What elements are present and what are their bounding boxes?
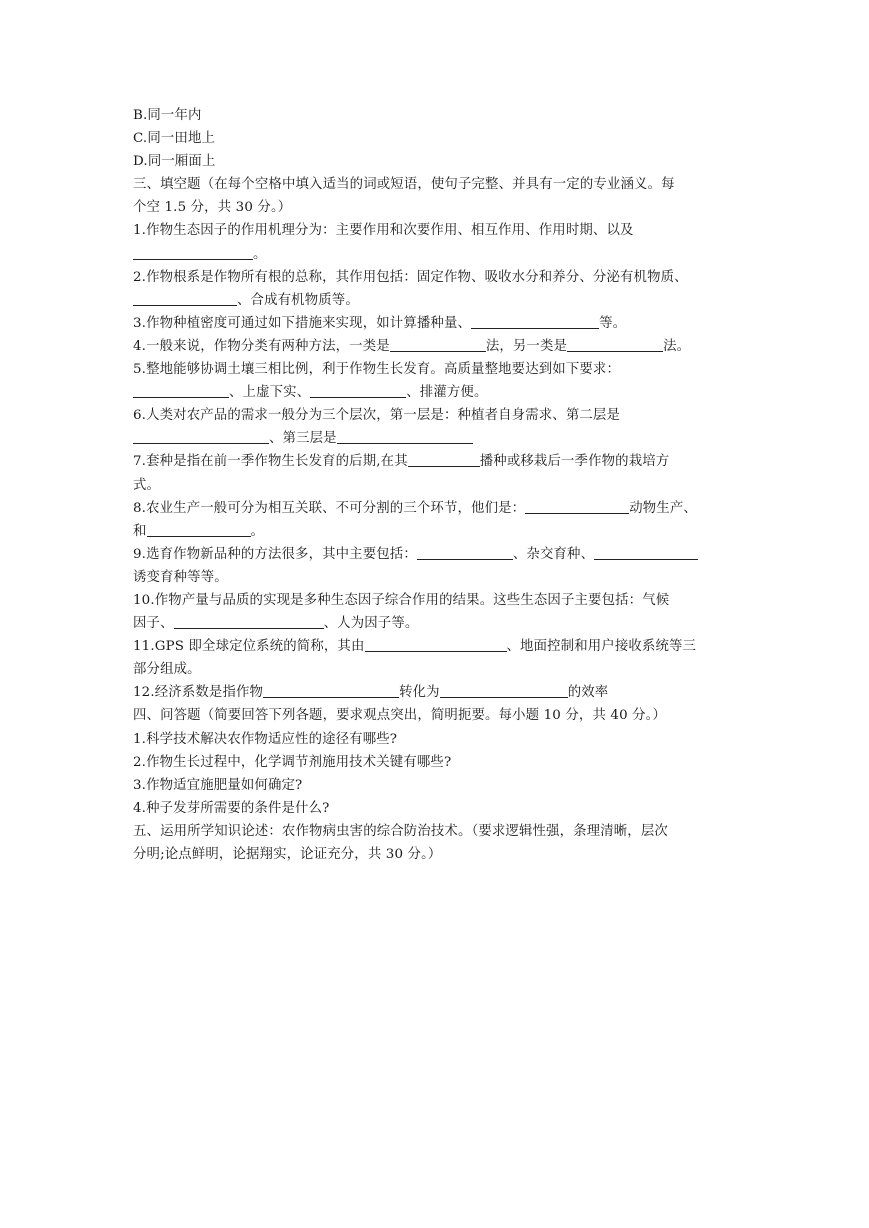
option-c: C.同一田地上 [133,131,216,147]
q3-8-line2: 和 。 [133,523,265,539]
section3-heading: 三、填空题（在每个空格中填入适当的词或短语，使句子完整、并具有一定的专业涵义。每 [133,177,675,193]
section4-heading: 四、问答题（简要回答下列各题，要求观点突出，简明扼要。每小题 10 分，共 40 分。） [133,708,667,724]
answer-blank [440,683,568,698]
q3-5-line2: 、上虚下实、 、排灌方便。 [133,381,739,404]
answer-blank [147,522,251,537]
q3-4: 4.一般来说，作物分类有两种方法，一类是 法，另一类是 法。 [133,338,691,354]
document-page [133,104,739,866]
answer-blank [133,245,253,260]
answer-blank [471,314,599,329]
answer-blank [525,499,629,514]
answer-blank [390,337,486,352]
answer-blank [263,683,399,698]
q3-2-line2: 、合成有机物质等。 [133,289,739,312]
section5-heading: 五、运用所学知识论述：农作物病虫害的综合防治技术。（要求逻辑性强，条理清晰，层次 [133,823,668,839]
answer-blank [365,637,507,652]
q3-11-line2: 部分组成。 [133,662,201,678]
answer-blank [337,429,473,444]
q3-7-line2: 式。 [133,477,161,493]
answer-blank [594,545,698,560]
answer-blank [408,452,480,467]
q3-1-line2: 。 [133,243,739,266]
section3-heading-cont: 个空 1.5 分，共 30 分。） [133,200,292,216]
q3-6-line2: 、第三层是 [133,427,739,450]
q3-1-line1: 1.作物生态因子的作用机理分为：主要作用和次要作用、相互作用、作用时期、以及 [133,223,634,239]
section5-heading-cont: 分明;论点鲜明，论据翔实，论证充分，共 30 分。） [133,847,442,862]
q3-6-line1: 6.人类对农产品的需求一般分为三个层次，第一层是：种植者自身需求、第二层是 [133,408,620,424]
q3-8-line1: 8.农业生产一般可分为相互关联、不可分割的三个环节，他们是： 动物生产、 [133,500,697,516]
q3-9-line2: 诱变育种等等。 [133,569,228,585]
q3-10-line1: 10.作物产量与品质的实现是多种生态因子综合作用的结果。这些生态因子主要包括：气候 [133,592,670,608]
answer-blank [310,383,406,398]
q3-3: 3.作物种植密度可通过如下措施来实现，如计算播种量、 等。 [133,315,627,331]
q3-5-line1: 5.整地能够协调土壤三相比例，利于作物生长发育。高质量整地要达到如下要求： [133,362,620,378]
q4-1: 1.科学技术解决农作物适应性的途径有哪些? [133,731,398,747]
q4-3: 3.作物适宜施肥量如何确定? [133,777,303,793]
q4-4: 4.种子发芽所需要的条件是什么? [133,800,330,816]
q3-7-line1: 7.套种是指在前一季作物生长发育的后期,在其 播种或移栽后一季作物的栽培方 [133,454,670,470]
answer-blank [417,545,513,560]
q3-12: 12.经济系数是指作物 转化为 的效率 [133,685,609,701]
answer-blank [133,383,229,398]
option-d: D.同一厢面上 [133,154,216,170]
answer-blank [567,337,663,352]
q3-11-line1: 11.GPS 即全球定位系统的简称，其由 、地面控制和用户接收系统等三 [133,639,697,655]
option-b: B.同一年内 [133,108,202,123]
q3-9-line1: 9.选育作物新品种的方法很多，其中主要包括： 、杂交育种、 [133,543,739,566]
answer-blank [174,614,324,629]
q3-2-line1: 2.作物根系是作物所有根的总称，其作用包括：固定作物、吸收水分和养分、分泌有机物质、 [133,269,688,285]
answer-blank [133,291,237,306]
answer-blank [133,429,269,444]
q3-10-line2: 因子、 、人为因子等。 [133,616,419,632]
q4-2: 2.作物生长过程中，化学调节剂施用技术关键有哪些? [133,754,452,770]
